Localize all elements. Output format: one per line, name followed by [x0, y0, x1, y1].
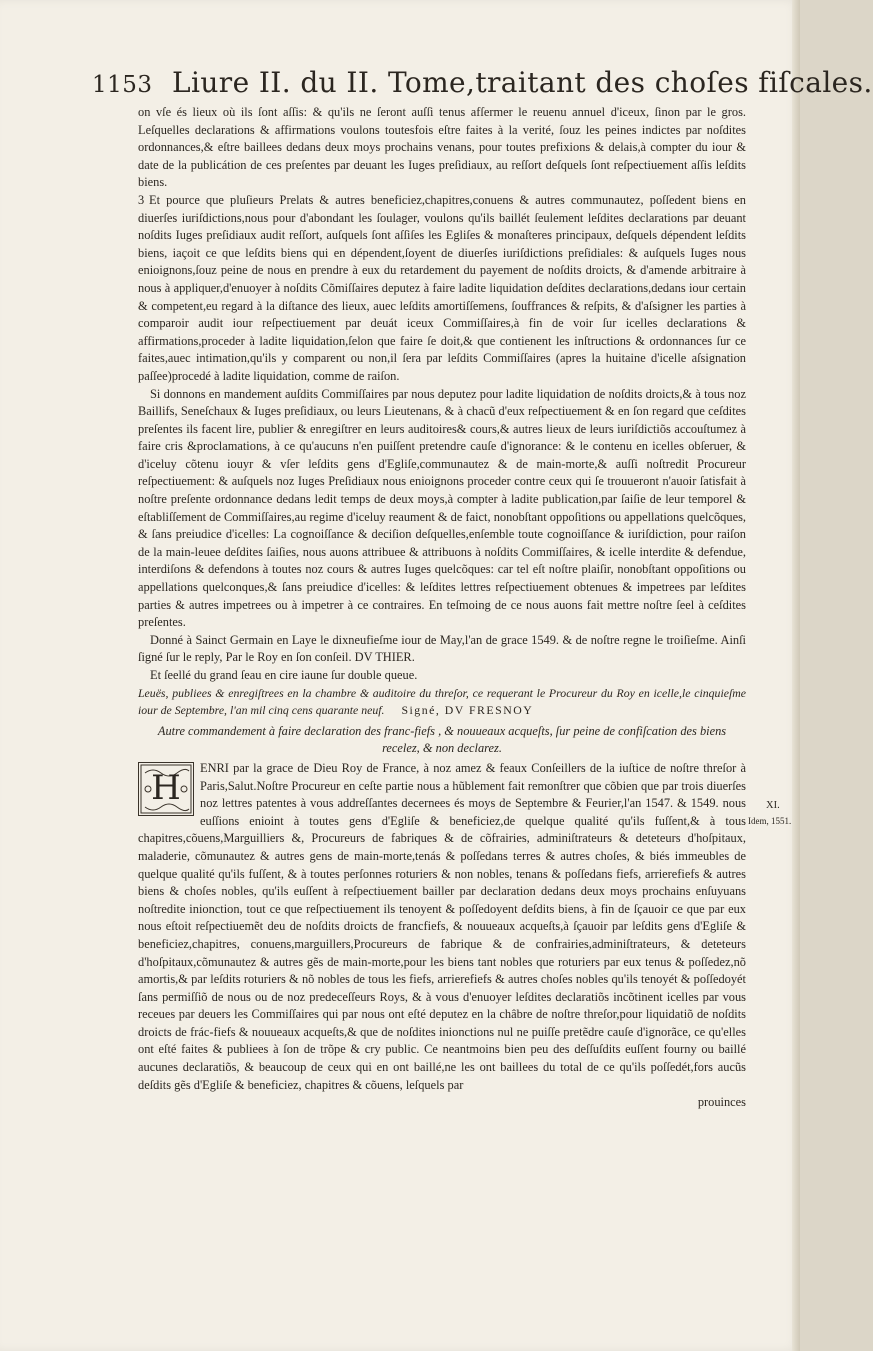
initial-letter: H: [151, 768, 181, 809]
catchword: prouinces: [697, 1095, 746, 1110]
page-header: [92, 66, 873, 100]
paragraph-5: Et ſeellé du grand ſeau en cire iaune ſur double queue.: [150, 668, 418, 682]
paragraph-2-text: Et pource que pluſieurs Prelats & autres beneficiez,chapitres,conuens & autres communautez, poſſedent biens en diuerſes iuriſdictions,nous pour d'abondant les ſoulager, voulons qu'ils baillét ſeulement leſdites declarations par deuant noſdits Iuges preſidiaux audit reſſort, auſquels ſont aſſiſes les Egliſes & monaſteres principaux, deſquels dépendent leſdits biens, iaçoit ce que leſdits biens qui en dépendent,ſoyent de diuerſes iuriſdictions preſidiales: & auſquels Iuges nous enioignons,ſouz peine de nous en prendre à eux du retardement du payement de noſdits droicts, & d'amende arbitraire à nous à appliquer,d'enuoyer à noſdits Cõmiſſaires deputez à faire ladite liquidation deſdites declarations,dedans iour certain & competent,eu regard à la diſtance des lieux, auec leſdits amortiſſemens, ſouffrances & reſpits, & d'aſsigner les parties à comparoir audit iour reſpectiuement par deuát iceux Commiſſaires,à fin de voir ſur icelles declarations & affirmations,proceder à ladite liquidation,ſelon que faire ſe doit,& que contienent les inſtructions & ordonnances ſur ce faites,auec intimation,qu'ils y comparent ou non,il ſera par leſdits Commiſſaires (apres la huitaine d'icelle aſsignation paſſee)procedé à ladite liquidation, comme de raiſon.: [138, 192, 746, 383]
main-text-block: [138, 104, 746, 1112]
paragraph-7: [138, 760, 746, 1094]
registration-signature: Signé, DV FRESNOY: [401, 703, 534, 718]
paragraph-3: Si donnons en mandement auſdits Commiſſaires par nous deputez pour ladite liquidation de noſdits droicts,& à tous noz Baillifs, Seneſchaux & Iuges preſidiaux, ou leurs Lieutenans, & à chacũ d'eux reſpectiuement & en ſon regard que ceſdites preſentes ils facent lire, publier & enregiſtrer en leurs auditoires& cours,& autres lieux de leurs iuriſdictiõs accouſtumez à faire cris &proclamations, à ce qu'aucuns n'en puiſſent pretendre cauſe d'ignorance: & le contenu en icelles obſeruer, & d'iceluy cõtenu iouyr & vſer leſdits gens d'Egliſe,communautez & de main-morte,& auſſi noſtredit Procureur reſpectiuement: & auſquels noz Iuges Preſidiaux nous enioignons proceder contre ceux qui ſe trouueront n'auoir ſatisfait à noſtre preſente ordonnance dedans ledit temps de deux moys,à compter à ladite publication,par ſaiſie de leur temporel & eſtabliſſement de Commiſſaires,au regime d'iceluy reaument & de faict, nonobſtant oppoſitions ou appellations quelcõques, & ſans preiudice d'icelles: La cognoiſſance & deciſion deſquelles,enſemble toute cognoiſſance & iuriſdiction, pour raiſon de la main-leuee deſdites ſaiſies, nous auons attribuee & attribuons à noſdits Commiſſaires, & icelle interdite & defendue, interdiſons & defendons à toutes noz cours & autres Iuges quelcõques: car tel eſt noſtre plaiſir, nonobſtant oppoſitions ou appellations quelconques,& ſans preiudice d'icelles: & leſdites lettres reſpectiuement obtenues & impetrees par leſdites parties & autres impetrees ou à impetrer à ce contraires. En teſmoing de ce nous auons fait mettre noſtre ſeel à ceſdites preſentes.: [138, 386, 746, 630]
registration-note: Leuës, publiees & enregiſtrees en la chambre & auditoire du threſor, ce requerant le Procureur du Roy en icelle,le cinquieſme iour de Septembre, l'an mil cinq cens quarante neuf.: [138, 685, 746, 718]
margin-note-number: XI.: [766, 800, 780, 811]
page-number: 1153: [92, 72, 153, 98]
paragraph-7-text: ENRI par la grace de Dieu Roy de France, à noz amez & feaux Conſeillers de la iuſtice de noſtre threſor à Paris,Salut.Noſtre Procureur en ceſte partie nous a hũblement fait remonſtrer que cõbien que par trois diuerſes noz lettres patentes à vous addreſſantes decernees és moys de Septembre & Feurier,l'an 1547. & 1549. nous euſſions enioint à toutes gens d'Egliſe & beneficiez,de quelque qualité qu'ils fuſſent,& à tous chapitres,cõuens,Marguilliers &, Procureurs de fabriques & de cõfrairies, adminiſtrateurs & deteteurs d'hoſpitaux, maladerie, cõmunautez & autres gens de main-morte,tenás & poſſedans terres & autres choſes, & biés immeubles de quelque qualité qu'ils fuſſent, & à toutes perſonnes roturiers & non nobles, tenans & poſſedans fiefs, arrierefiefs & autres biens & choſes nobles, qu'ils euſſent à reſpectiuement bailler par declaration dedans deux moys prochains enſuyuans noſtredite inionction, tout ce que reſpectiuement ils tenoyent & poſſedoyent deſdits biens, à fin de ſçauoir ce que par eux nous eſtoit reſpectiuemẽt deu de noſdits droicts de francfiefs, & nouueaux acqueſts,à ſçauoir par leſdits gens d'Egliſe & beneficiez,chapitres, conuens,marguillers,Procureurs de fabrique & de confrairies,adminiſtrateurs, & deteteurs d'hoſpitaux,cõmunautez & autres gẽs de main-morte,pour les biens tant nobles que roturiers par eux tenus & poſſedez,nõ amortis,& par leſdits roturiers & nõ nobles de tous les fiefs, arrierefiefs & autres choſes nobles qu'ils tenoyét & poſſedoyét ſans permiſſiõ de nous ou de noz predeceſſeurs Roys, & à vous d'enuoyer leſdites declaratiõs incõtinent icelles par vous receues par deuers les Commiſſaires qui par nous ont eſté deputez en la châbre de noſtre threſor,pour liquidatiõ de noſdits droicts de frác-fiefs & nouueaux acqueſts,& que de noſdites inionctions nul ne puiſſe pretẽdre cauſe d'ignorãce, ce qu'elles ont eſté faites & publiees à ſon de trõpe & cry public. Ce neantmoins bien peu des deſſuſdits euſſent fourny ou baillé aucunes declaratiõs, & beaucoup de ceux qui en ont baillé,ne les ont baillees du total de ce qu'ils poſſedét,fors aucũs deſdits gẽs d'Egliſe & beneficiez, chapitres & cõuens, leſquels par: [138, 760, 746, 1092]
paragraph-number: 3: [138, 192, 145, 207]
running-title: Liure II. du II. Tome,traitant des choſes fiſcales.: [172, 66, 873, 99]
paragraph-6: [138, 685, 746, 720]
paragraph-1: on vſe és lieux où ils ſont aſſis: & qu'ils ne ſeront auſſi tenus afſermer le reuenu annuel d'iceux, ſinon par le gros. Leſquelles declarations & affirmations voulons toutesfois eſtre faites à la verité, ſouz les peines indictes par noſdites ordonnances,& eſtre baillees dedans deux moys prochains venans, pour toutes prefixions & delais,à compter du iour & date de la publicátion de ces preſentes par deuant les Iuges preſidiaux, au reſſort deſquels ſont reſpectiuement aſſis leſdits biens.: [138, 105, 746, 190]
section-heading: Autre commandement à faire declaration des franc-fiefs , & nouueaux acqueſts, ſur peine de confiſcation des biens recelez, & non declarez.: [157, 723, 727, 756]
paragraph-4: Donné à Sainct Germain en Laye le dixneufieſme iour de May,l'an de grace 1549. & de noſtre regne le troiſieſme. Ainſi ſigné ſur le reply, Par le Roy en ſon conſeil. DV THIER.: [138, 632, 746, 665]
decorated-initial: [138, 762, 194, 816]
paragraph-2: [138, 192, 746, 386]
margin-note-reference: Idem, 1551.: [748, 816, 792, 826]
page-edge: [792, 0, 800, 1351]
